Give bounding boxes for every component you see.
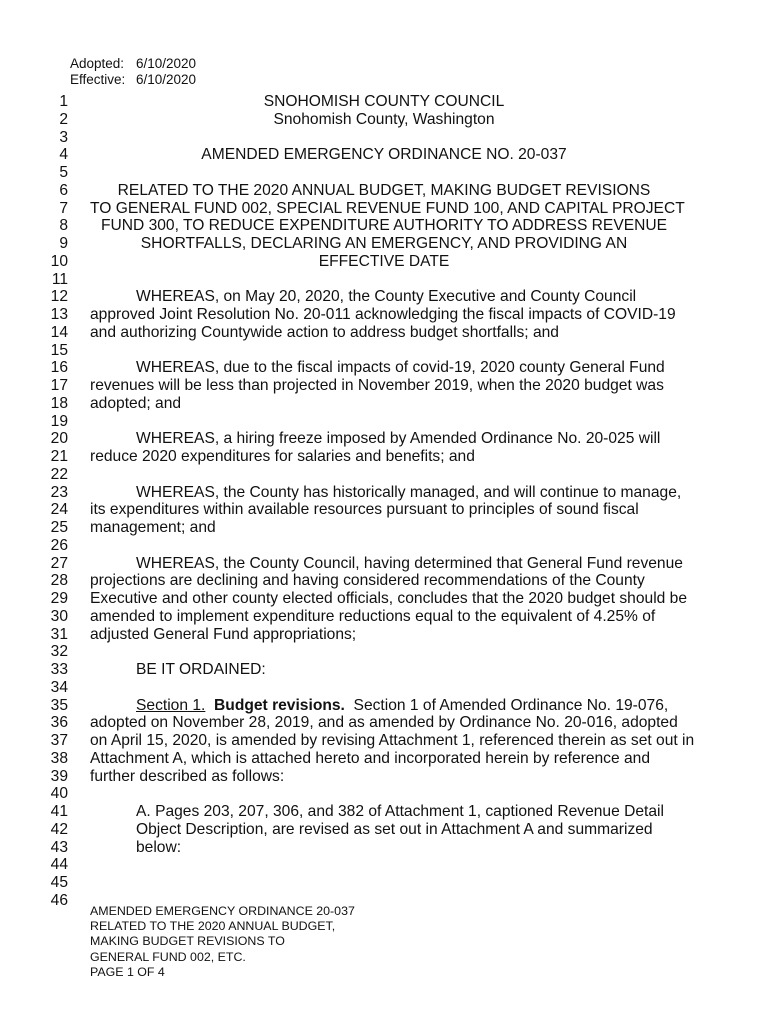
- adopted-label: Adopted:: [70, 56, 125, 71]
- line-number: 17: [50, 377, 68, 394]
- section-number: Section 1.: [136, 696, 206, 714]
- whereas-clause: WHEREAS, due to the fiscal impacts of covid-19, 2020 county General Fund: [136, 359, 665, 377]
- line-number: 23: [50, 483, 68, 501]
- line-number: 7: [59, 199, 68, 217]
- line-number: 19: [50, 412, 68, 430]
- effective-date: 6/10/2020: [136, 72, 197, 87]
- line-number: 27: [50, 554, 68, 572]
- ordinance-number: AMENDED EMERGENCY ORDINANCE NO. 20-037: [201, 146, 567, 164]
- line-number: 42: [50, 820, 68, 838]
- be-it-ordained: BE IT ORDAINED:: [136, 661, 266, 678]
- line-number: 30: [50, 607, 68, 625]
- line-number: 37: [50, 732, 68, 749]
- whereas-clause: adjusted General Fund appropriations;: [90, 625, 357, 643]
- council-location: Snohomish County, Washington: [273, 110, 495, 128]
- line-number: 25: [50, 519, 68, 536]
- section-1-first-line: [136, 697, 668, 715]
- whereas-clause: revenues will be less than projected in November 2019, when the 2020 budget was: [90, 377, 664, 394]
- section-heading: Budget revisions.: [214, 696, 345, 714]
- ordinance-subject: FUND 300, TO REDUCE EXPENDITURE AUTHORITY TO ADDRESS REVENUE: [100, 217, 668, 235]
- item-a-text: Object Description, are revised as set out in Attachment A and summarized: [136, 820, 653, 838]
- line-number: 41: [50, 803, 68, 820]
- whereas-clause: reduce 2020 expenditures for salaries and benefits; and: [90, 448, 475, 465]
- ordinance-subject: RELATED TO THE 2020 ANNUAL BUDGET, MAKING BUDGET REVISIONS: [117, 181, 651, 199]
- ordinance-subject: EFFECTIVE DATE: [318, 252, 450, 270]
- line-number: 40: [50, 785, 68, 803]
- line-number: 10: [50, 252, 68, 270]
- section-text: further described as follows:: [90, 767, 285, 785]
- line-number: 9: [59, 235, 68, 252]
- line-number: 6: [59, 181, 68, 199]
- section-text: Section 1 of Amended Ordinance No. 19-076,: [353, 696, 669, 714]
- council-name: SNOHOMISH COUNTY COUNCIL: [263, 93, 505, 110]
- ordinance-subject: SHORTFALLS, DECLARING AN EMERGENCY, AND PROVIDING AN: [140, 235, 628, 252]
- line-number: 12: [50, 288, 68, 306]
- line-number: 36: [50, 714, 68, 732]
- line-number: 3: [59, 128, 68, 146]
- line-number: 15: [50, 341, 68, 359]
- line-number: 2: [59, 110, 68, 128]
- line-number: 26: [50, 536, 68, 554]
- line-number: 43: [50, 838, 68, 856]
- effective-line: [70, 72, 196, 88]
- line-number: 11: [51, 270, 68, 288]
- line-number: 16: [50, 359, 68, 377]
- section-text: adopted on November 28, 2019, and as amended by Ordinance No. 20-016, adopted: [90, 714, 678, 732]
- whereas-clause: and authorizing Countywide action to address budget shortfalls; and: [90, 323, 559, 341]
- footer-line: MAKING BUDGET REVISIONS TO: [90, 934, 285, 949]
- line-number: 28: [50, 572, 68, 590]
- footer-line: GENERAL FUND 002, ETC.: [90, 949, 246, 964]
- page-number: PAGE 1 OF 4: [90, 964, 165, 979]
- line-number: 1: [59, 93, 68, 110]
- whereas-clause: approved Joint Resolution No. 20-011 acknowledging the fiscal impacts of COVID-19: [90, 306, 676, 323]
- whereas-clause: WHEREAS, the County has historically managed, and will continue to manage,: [136, 483, 682, 501]
- adopted-line: [70, 56, 196, 72]
- line-number: 20: [50, 430, 68, 448]
- whereas-clause: management; and: [90, 519, 216, 536]
- line-number: 14: [50, 323, 68, 341]
- adopted-date: 6/10/2020: [136, 56, 197, 71]
- line-number: 44: [50, 856, 68, 874]
- line-number: 21: [50, 448, 68, 465]
- line-number: 8: [59, 217, 68, 235]
- whereas-clause: WHEREAS, the County Council, having determined that General Fund revenue: [136, 554, 683, 572]
- line-number: 35: [50, 696, 68, 714]
- whereas-clause: WHEREAS, on May 20, 2020, the County Executive and County Council: [136, 288, 637, 306]
- footer-line: RELATED TO THE 2020 ANNUAL BUDGET,: [90, 919, 336, 934]
- line-number: 24: [50, 501, 68, 519]
- whereas-clause: amended to implement expenditure reductions equal to the equivalent of 4.25% of: [90, 607, 656, 625]
- line-number: 32: [50, 643, 68, 661]
- line-number: 13: [50, 306, 68, 323]
- footer-line: AMENDED EMERGENCY ORDINANCE 20-037: [90, 904, 355, 918]
- whereas-clause: Executive and other county elected officials, concludes that the 2020 budget should be: [90, 590, 688, 607]
- line-number: 29: [50, 590, 68, 607]
- item-a-text: A. Pages 203, 207, 306, and 382 of Attachment 1, captioned Revenue Detail: [136, 803, 664, 820]
- line-number: 22: [50, 465, 68, 483]
- line-number: 18: [50, 394, 68, 412]
- line-number: 33: [50, 661, 68, 678]
- line-number: 4: [59, 146, 68, 164]
- line-number: 45: [50, 874, 68, 891]
- line-number: 5: [59, 164, 68, 181]
- line-number: 39: [50, 767, 68, 785]
- line-number: 46: [50, 891, 68, 909]
- whereas-clause: projections are declining and having considered recommendations of the County: [90, 572, 645, 590]
- page-footer: [90, 904, 355, 980]
- effective-label: Effective:: [70, 72, 126, 87]
- whereas-clause: WHEREAS, a hiring freeze imposed by Amended Ordinance No. 20-025 will: [136, 430, 661, 448]
- whereas-clause: its expenditures within available resources pursuant to principles of sound fiscal: [90, 501, 639, 519]
- section-text: Attachment A, which is attached hereto and incorporated herein by reference and: [90, 749, 650, 767]
- item-a-text: below:: [136, 838, 182, 856]
- ordinance-subject: TO GENERAL FUND 002, SPECIAL REVENUE FUND 100, AND CAPITAL PROJECT: [90, 199, 685, 217]
- line-number: 31: [50, 625, 68, 643]
- line-number: 38: [50, 749, 68, 767]
- ordinance-body: [0, 93, 770, 910]
- section-text: on April 15, 2020, is amended by revising Attachment 1, referenced therein as set out in: [90, 732, 695, 749]
- whereas-clause: adopted; and: [90, 394, 182, 412]
- line-number: 34: [50, 678, 68, 696]
